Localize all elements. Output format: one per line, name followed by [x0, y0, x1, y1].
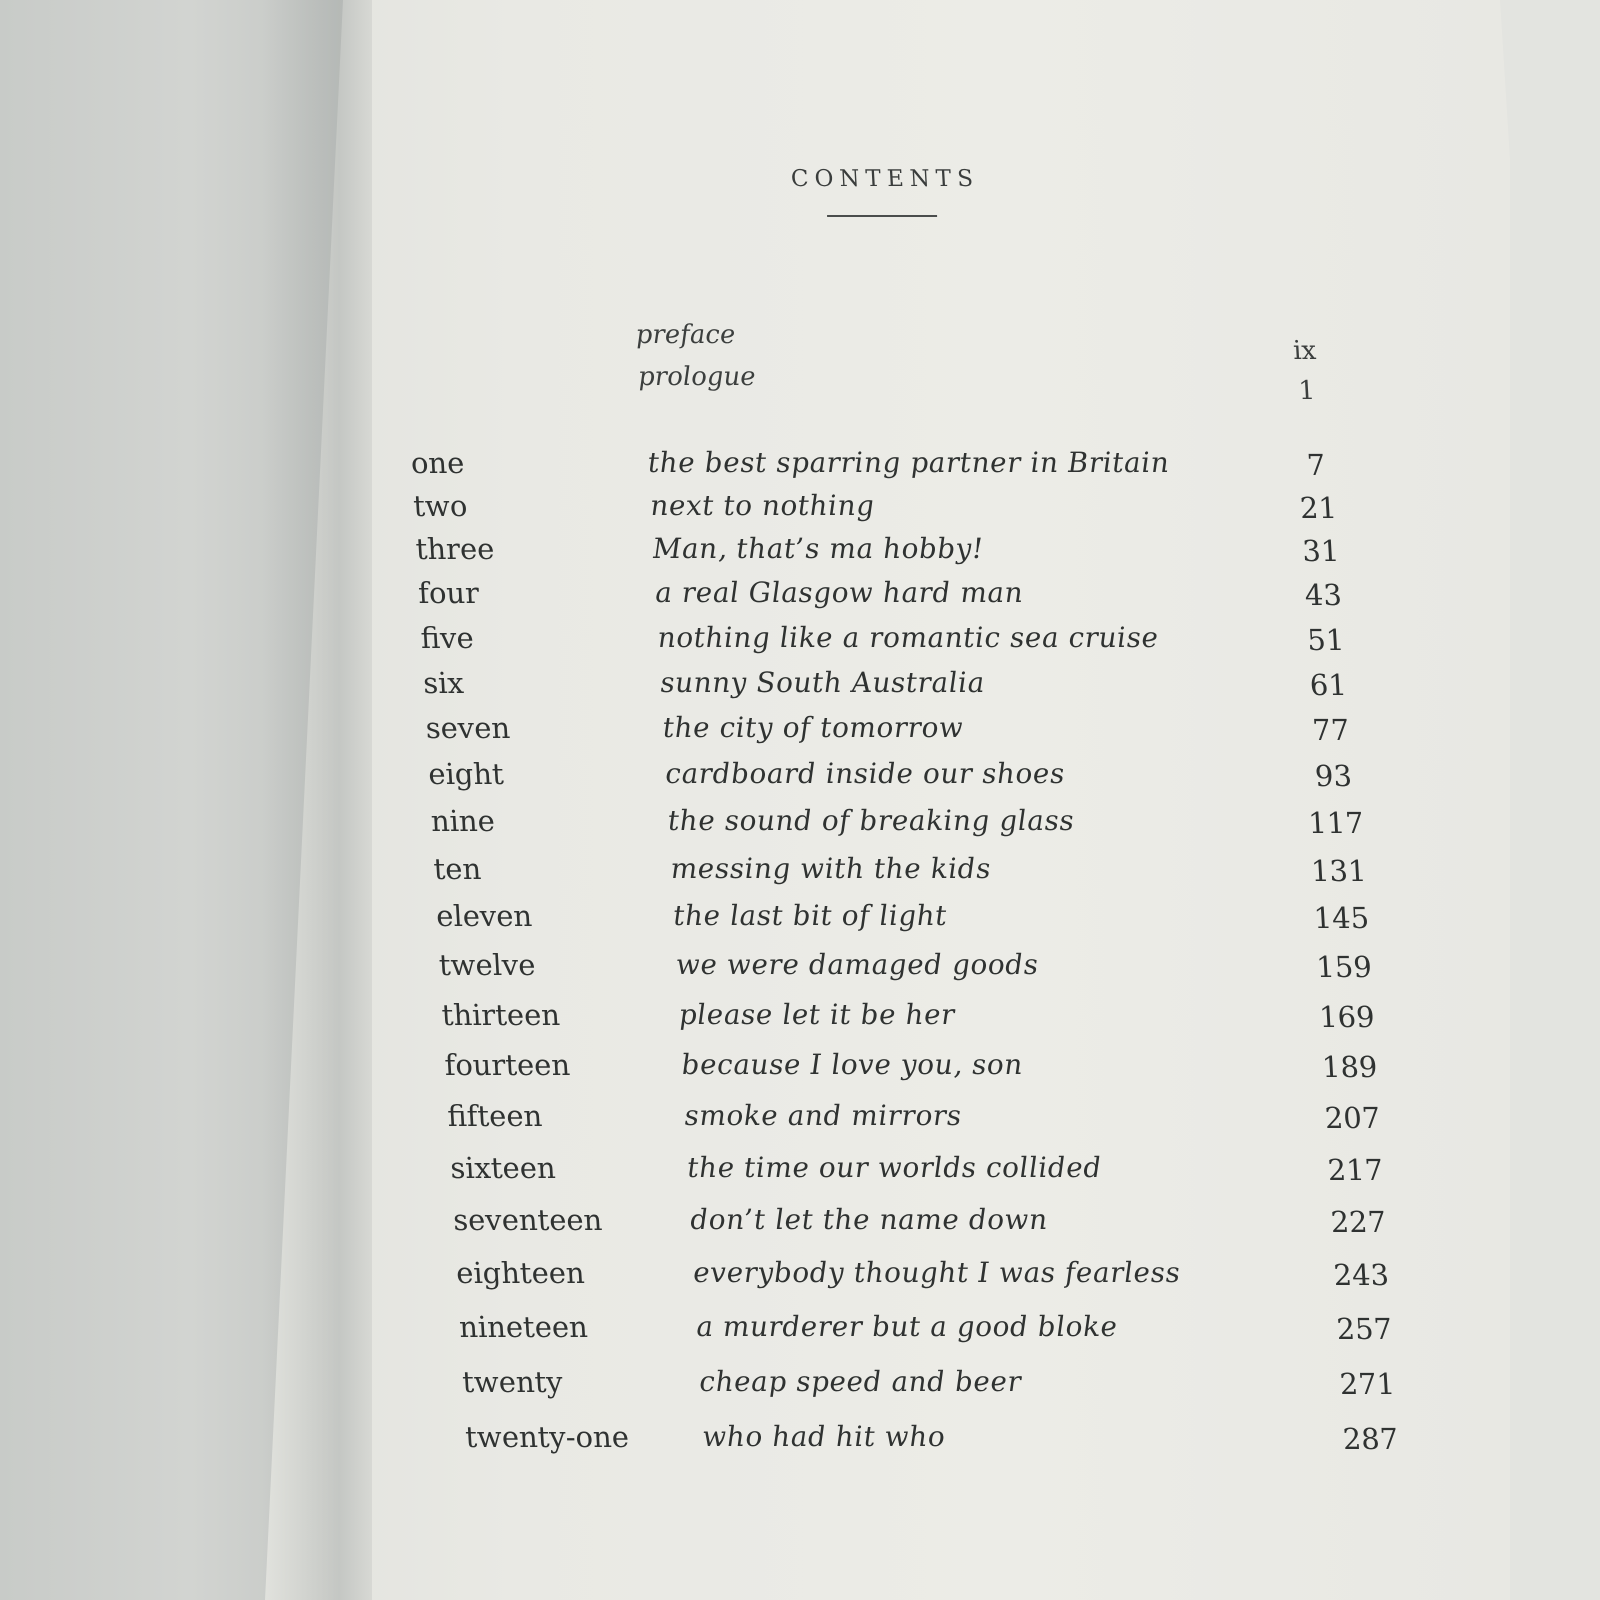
- chapter-number: nineteen: [458, 1310, 589, 1344]
- chapter-title: cheap speed and beer: [698, 1365, 1023, 1398]
- chapter-number: five: [419, 621, 475, 655]
- chapter-title: because I love you, son: [680, 1048, 1024, 1081]
- chapter-title: the city of tomorrow: [661, 711, 965, 744]
- chapter-title: a real Glasgow hard man: [654, 576, 1024, 609]
- chapter-number: twelve: [438, 948, 537, 982]
- chapter-page-number: 169: [1318, 1000, 1376, 1034]
- chapter-title: next to nothing: [649, 489, 876, 522]
- chapter-row: [59, 1048, 1600, 1098]
- chapter-row: [61, 1099, 1600, 1149]
- chapter-number: one: [409, 446, 466, 480]
- chapter-row: [32, 576, 1600, 626]
- chapter-page-number: 159: [1315, 950, 1373, 984]
- chapter-row: [40, 711, 1600, 761]
- chapter-title: everybody thought I was fearless: [692, 1256, 1182, 1289]
- chapter-title: a murderer but a good bloke: [695, 1310, 1119, 1343]
- chapter-page-number: 207: [1323, 1101, 1382, 1135]
- chapter-title: Man, that’s ma hobby!: [651, 532, 985, 565]
- chapter-row: [79, 1420, 1600, 1470]
- chapter-number: ten: [432, 852, 483, 886]
- chapter-number: sixteen: [449, 1151, 557, 1185]
- chapter-number: fifteen: [446, 1099, 544, 1133]
- chapter-page-number: 217: [1326, 1153, 1385, 1187]
- chapter-row: [30, 532, 1600, 582]
- chapter-number: three: [414, 532, 496, 566]
- chapter-title: the best sparring partner in Britain: [646, 446, 1171, 479]
- chapter-number: fourteen: [443, 1048, 571, 1082]
- chapter-title: messing with the kids: [669, 852, 992, 885]
- chapter-title: please let it be her: [677, 998, 956, 1031]
- chapter-number: six: [422, 666, 465, 700]
- chapter-page-number: 145: [1312, 901, 1370, 935]
- chapter-number: eleven: [435, 899, 533, 933]
- chapter-page-number: 131: [1310, 854, 1368, 888]
- chapter-number: two: [412, 489, 469, 523]
- chapter-page-number: 243: [1332, 1258, 1390, 1292]
- chapter-row: [70, 1256, 1600, 1306]
- chapter-title: who had hit who: [701, 1420, 947, 1453]
- chapter-number: eighteen: [455, 1256, 586, 1290]
- chapter-title: the last bit of light: [672, 899, 948, 932]
- chapter-row: [35, 621, 1600, 671]
- chapter-row: [50, 899, 1600, 949]
- chapter-title: sunny South Australia: [659, 666, 986, 699]
- front-matter-page-preface: ix: [1292, 336, 1317, 366]
- chapter-page-number: 7: [1305, 448, 1327, 482]
- chapter-row: [64, 1151, 1600, 1201]
- chapter-row: [53, 948, 1600, 998]
- chapter-number: nine: [429, 804, 496, 838]
- chapter-title: nothing like a romantic sea cruise: [656, 621, 1160, 654]
- chapter-number: twenty-one: [464, 1420, 630, 1454]
- chapter-row: [42, 757, 1600, 807]
- chapter-title: the sound of breaking glass: [666, 804, 1075, 837]
- chapter-title: don’t let the name down: [689, 1203, 1049, 1236]
- chapter-row: [76, 1365, 1600, 1415]
- chapter-page-number: 21: [1298, 491, 1338, 525]
- chapter-page-number: 117: [1307, 806, 1365, 840]
- chapter-page-number: 61: [1308, 668, 1348, 702]
- chapter-title: we were damaged goods: [675, 948, 1040, 981]
- chapter-page-number: 227: [1329, 1205, 1387, 1239]
- front-matter-title-preface: preface: [634, 320, 737, 350]
- front-matter-page-prologue: 1: [1297, 376, 1316, 406]
- chapter-title: the time our worlds collided: [686, 1151, 1103, 1184]
- front-matter-title-prologue: prologue: [637, 362, 757, 392]
- chapter-page-number: 51: [1306, 623, 1346, 657]
- chapter-number: seventeen: [452, 1203, 604, 1237]
- chapter-page-number: 257: [1335, 1312, 1393, 1346]
- chapter-row: [45, 804, 1600, 854]
- chapter-number: eight: [427, 757, 505, 791]
- chapter-number: four: [417, 576, 480, 610]
- page-title: CONTENTS: [790, 166, 980, 192]
- title-rule: [827, 215, 937, 217]
- chapter-row: [37, 666, 1600, 716]
- chapter-page-number: 93: [1313, 759, 1353, 793]
- chapter-row: [56, 998, 1600, 1048]
- chapter-page-number: 189: [1321, 1050, 1379, 1084]
- chapter-title: smoke and mirrors: [683, 1099, 963, 1132]
- chapter-number: seven: [424, 711, 511, 745]
- chapter-number: twenty: [461, 1365, 564, 1399]
- chapter-page-number: 31: [1301, 534, 1341, 568]
- chapter-row: [67, 1203, 1600, 1253]
- chapter-page-number: 271: [1338, 1367, 1396, 1401]
- chapter-page-number: 43: [1303, 578, 1343, 612]
- chapter-page-number: 287: [1341, 1422, 1400, 1456]
- chapter-row: [48, 852, 1600, 902]
- chapter-title: cardboard inside our shoes: [664, 757, 1066, 790]
- chapter-row: [73, 1310, 1600, 1360]
- chapter-page-number: 77: [1311, 713, 1351, 747]
- chapter-number: thirteen: [440, 998, 561, 1032]
